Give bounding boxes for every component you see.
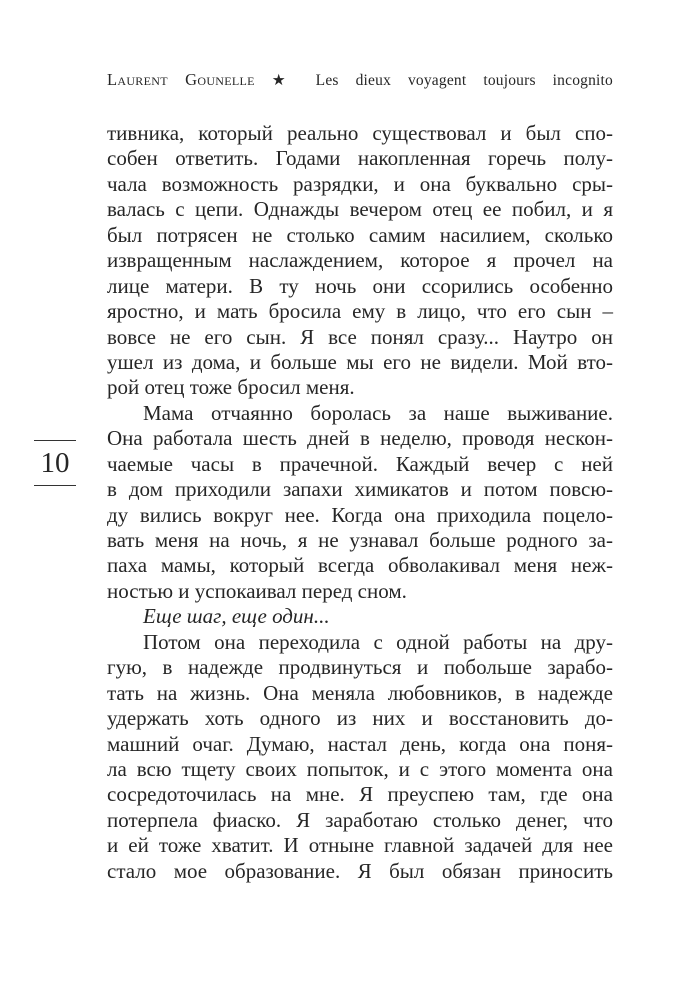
text-line: был потрясен не столько самим насилием, сколько xyxy=(107,222,613,247)
text-line: яростно, и мать бросила ему в лицо, что его сын – xyxy=(107,299,613,324)
text-line: потерпела фиаско. Я заработаю столько денег, что xyxy=(107,807,613,832)
text-line: собен ответить. Годами накопленная горечь полу- xyxy=(107,146,613,171)
text-line: Мама отчаянно боролась за наше выживание. xyxy=(143,400,613,425)
page-number: 10 xyxy=(40,447,70,479)
text-line: ду вились вокруг нее. Когда она приходила поцело- xyxy=(107,502,613,527)
text-line: ушел из дома, и больше мы его не видели. Мой вто- xyxy=(107,349,613,374)
text-line: ла всю тщету своих попыток, и с этого момента она xyxy=(107,756,613,781)
text-line: вовсе не его сын. Я все понял сразу... Наутро он xyxy=(107,324,613,349)
text-line: валась с цепи. Однажды вечером отец ее побил, и я xyxy=(107,197,613,222)
text-line: Потом она переходила с одной работы на дру- xyxy=(143,629,613,654)
text-line: тивника, который реально существовал и был спо- xyxy=(107,121,613,145)
text-line: тать на жизнь. Она меняла любовников, в надежде xyxy=(107,680,613,705)
text-line: стало мое образование. Я был обязан приносить xyxy=(107,858,613,883)
header-author: Laurent Gounelle xyxy=(107,70,255,89)
text-line: извращенным наслаждением, которое я прочел на xyxy=(107,248,613,273)
header-book-title: Les dieux voyagent toujours incognito xyxy=(315,72,614,89)
text-line: и ей тоже хватит. И отныне главной задачей для нее xyxy=(107,833,613,858)
page-number-rule-bottom xyxy=(34,485,76,486)
body-text xyxy=(107,121,613,884)
page-number-block xyxy=(34,440,76,486)
text-line: ностью и успокаивал перед сном. xyxy=(107,578,407,603)
text-line: вать меня на ночь, я не узнавал больше родного за- xyxy=(107,528,613,552)
text-line: лице матери. В ту ночь они ссорились особенно xyxy=(107,273,613,298)
text-line: паха мамы, который всегда обволакивал меня неж- xyxy=(107,553,613,578)
running-header xyxy=(107,70,613,90)
text-line: Она работала шесть дней в неделю, проводя нескон- xyxy=(107,426,613,451)
text-line: в дом приходили запахи химикатов и потом повсю- xyxy=(107,477,613,502)
text-line: чаемые часы в прачечной. Каждый вечер с ней xyxy=(107,451,613,476)
text-line: Еще шаг, еще один... xyxy=(143,604,330,629)
text-line: сосредоточилась на мне. Я преуспею там, где она xyxy=(107,782,613,807)
text-line: удержать хоть одного из них и восстановить до- xyxy=(107,706,613,731)
star-separator-icon: ★ xyxy=(271,72,299,89)
text-line: чала возможность разрядки, и она буквально сры- xyxy=(107,171,613,196)
text-line: машний очаг. Думаю, настал день, когда она поня- xyxy=(107,731,613,756)
text-line: гую, в надежде продвинуться и побольше зарабо- xyxy=(107,655,613,680)
text-line: рой отец тоже бросил меня. xyxy=(107,375,355,400)
